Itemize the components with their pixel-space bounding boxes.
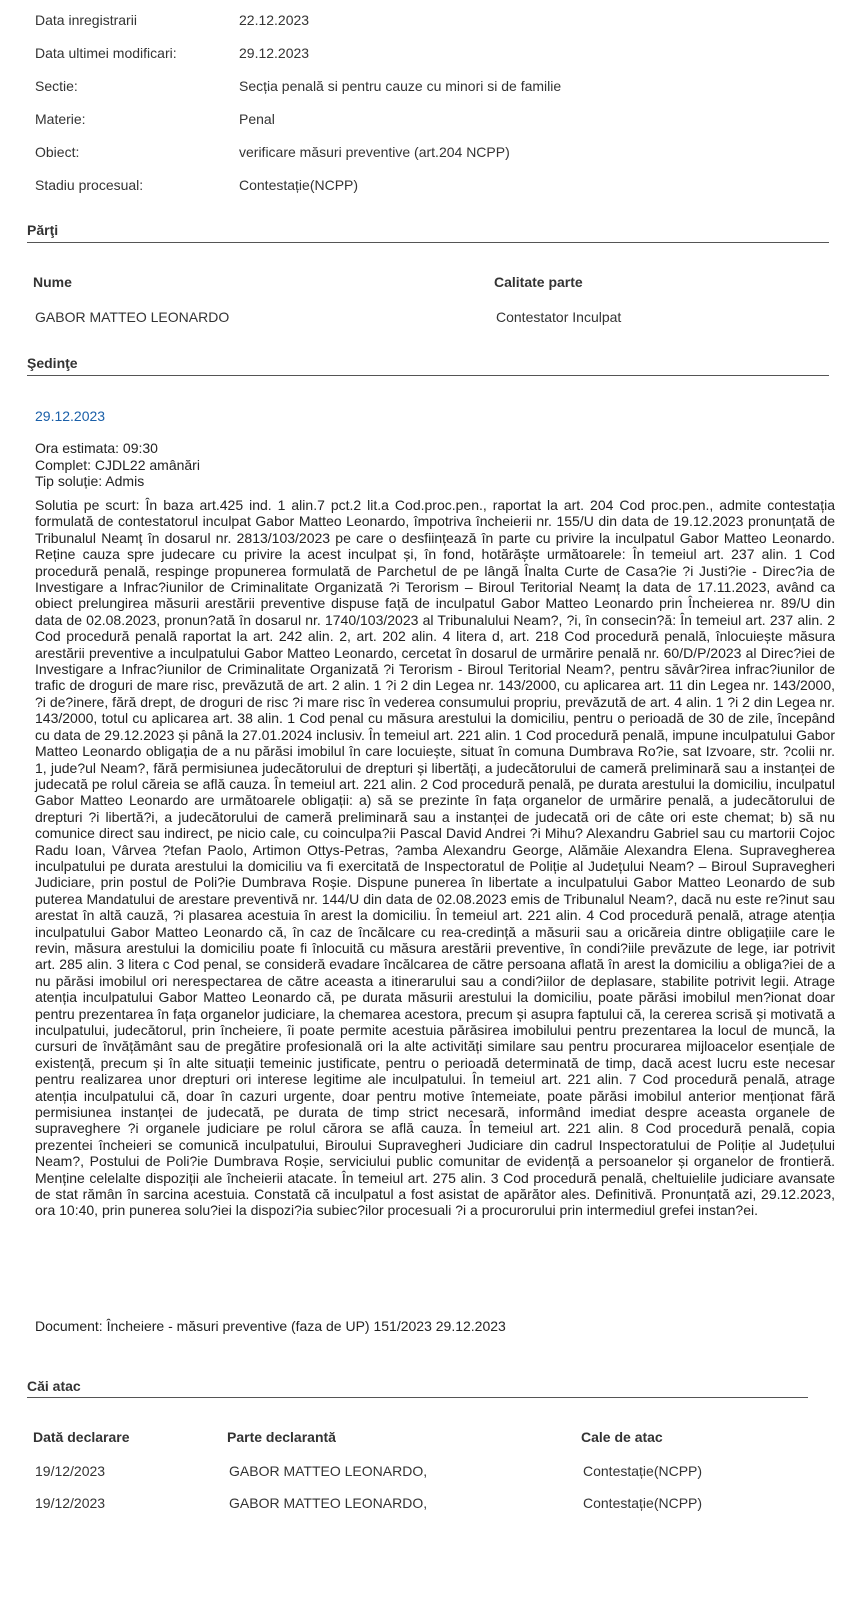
section-divider xyxy=(27,1397,808,1398)
session-solution-summary: Solutia pe scurt: În baza art.425 ind. 1 alin.7 pct.2 lit.a Cod.proc.pen., raportat la art. 204 Cod proc.pen., admite contestația formulată de contestatorul inculpat Gabor Matteo Leonardo, împotriva încheierii nr. 155/U din data de 19.12.2023 pronunțată de Tribunalul Neamț în dosarul nr. 2813/103/2023 pe care o desființează în parte cu privire la inculpatul Gabor Matteo Leonardo. Reține cauza spre judecare cu privire la acest inculpat și, în fond, hotărăște următoarele: În temeiul art. 237 alin. 1 Cod procedură penală, respinge propunerea formulată de Parchetul de pe lângă Înalta Curte de Casa?ie ?i Justi?ie - Direc?ia de Investigare a Infrac?iunilor de Criminalitate Organizată ?i Terorism – Biroul Teritorial Neamț la data de 17.11.2023, având ca obiect prelungirea măsurii arestării preventive dispuse față de inculpatul Gabor Matteo Leonardo prin Încheierea nr. 89/U din data de 02.08.2023, pronun?ată în dosarul nr. 1740/103/2023 al Tribunalului Neam?, ?i, în consecin?ă: În temeiul art. 237 alin. 2 Cod procedură penală raportat la art. 242 alin. 2, art. 202 alin. 4 litera d, art. 218 Cod procedură penală, înlocuiește măsura arestării preventive a inculpatului Gabor Matteo Leonardo, cercetat în dosarul de urmărire penală nr. 60/D/P/2023 al Direc?iei de Investigare a Infrac?iunilor de Criminalitate Organizată ?i Terorism - Biroul Teritorial Neam?, pentru săvâr?irea infrac?iunilor de trafic de droguri de mare risc, prevăzută de art. 2 alin. 1 ?i 2 din Legea nr. 143/2000, cu aplicarea art. 11 din Legea nr. 143/2000, ?i de?inere, fără drept, de droguri de risc ?i mare risc în vederea consumului propriu, prevăzută de art. 4 alin. 1 ?i 2 din Legea nr. 143/2000, totul cu aplicarea art. 38 alin. 1 Cod penal cu măsura arestului la domiciliu, pentru o perioadă de 30 de zile, începând cu data de 29.12.2023 și până la 27.01.2024 inclusiv. În temeiul art. 221 alin. 1 Cod procedură penală, impune inculpatului Gabor Matteo Leonardo obligația de a nu părăsi imobilul în care locuiește, situat în comuna Dumbrava Ro?ie, sat Izvoare, str. ?colii nr. 1, jude?ul Neam?, fără permisiunea judecătorului de drepturi și libertăți, a judecătorului de cameră preliminară sau a instanței de judecată pe rolul căreia se află cauza. În temeiul art. 221 alin. 2 Cod procedură penală, pe durata arestului la domiciliu, inculpatul Gabor Matteo Leonardo are următoarele obligații: a) să se prezinte în fața organelor de urmărire penală, a judecătorului de drepturi ?i libertă?i, a judecătorului de cameră preliminară sau a instanței de judecată ori de câte ori este chemat; b) să nu comunice direct sau indirect, pe nicio cale, cu coinculpa?ii Pascal David Andrei ?i Mihu? Alexandru Gabriel sau cu martorii Cojoc Radu Ioan, Vârvea ?tefan Paolo, Artimon Ottys-Petras, ?amba Alexandru George, Alămăie Alexandra Elena. Supravegherea inculpatului pe durata arestului la domiciliu va fi exercitată de Inspectoratul de Poliție al Județului Neam? – Biroul Supravegheri Judiciare, prin postul de Poli?ie Dumbrava Roșie. Dispune punerea în libertate a inculpatului Gabor Matteo Leonardo de sub puterea Mandatului de arestare preventivă nr. 144/U din data de 02.08.2023 emis de Tribunalul Neam?, dacă nu este re?inut sau arestat în altă cauză, ?i plasarea acestuia în arest la domiciliu. În temeiul art. 221 alin. 4 Cod procedură penală, atrage atenția inculpatului Gabor Matteo Leonardo că, în caz de încălcare cu rea-credință a măsurii sau a oricăreia dintre obligațiile care le revin, măsura arestului la domiciliu poate fi înlocuită cu măsura arestării preventive, în condi?iile prevăzute de lege, iar potrivit art. 285 alin. 3 litera c Cod penal, se consideră evadare încălcarea de către persoana aflată în arest la domiciliu a obliga?iei de a nu părăsi imobilul ori nerespectarea de către aceasta a itinerarului sau a condi?iilor de deplasare, stabilite potrivit legii. Atrage atenția inculpatului Gabor Matteo Leonardo că, pe durata măsurii arestului la domiciliu, poate părăsi imobilul men?ionat doar pentru prezentarea în fața organelor judiciare, la chemarea acestora, precum și asupra faptului că, la cererea scrisă și motivată a inculpatului, judecătorul, prin încheiere, îi poate permite acestuia părăsirea imobilului pentru prezentarea la locul de muncă, la cursuri de învățământ sau de pregătire profesională ori la alte activități similare sau pentru procurarea mijloacelor esențiale de existență, precum și în alte situații temeinic justificate, pentru o perioadă determinată de timp, dacă acest lucru este necesar pentru realizarea unor drepturi ori interese legitime ale inculpatului. În temeiul art. 221 alin. 7 Cod procedură penală, atrage atenția inculpatului că, doar în cazuri urgente, doar pentru motive întemeiate, poate părăsi imobilul anterior menționat fără permisiunea instanței de judecată, pe durata de timp strict necesară, informând imediat despre aceasta organele de supraveghere ?i organele judiciare pe rolul cărora se află cauza. În temeiul art. 221 alin. 8 Cod procedură penală, copia prezentei încheieri se comunică inculpatului, Biroului Supravegheri Judiciare din cadrul Inspectoratului de Poliție al Județului Neam?, Postului de Poli?ie Dumbrava Roșie, serviciului public comunitar de evidență a persoanelor și organelor de frontieră. Menține celelalte dispoziții ale încheierii atacate. În temeiul art. 275 alin. 3 Cod procedură penală, cheltuielile judiciare avansate de stat rămân în sarcina acestuia. Constată că inculpatul a fost asistat de apărător ales. Definitivă. Pronunțată azi, 29.12.2023, ora 10:40, prin punerea solu?iei la dispozi?ia subiec?ilor procesuali ?i a procurorului prin intermediul grefei instan?ei. xyxy=(35,497,835,1219)
appeal-date: 19/12/2023 xyxy=(35,1495,106,1511)
session-estimated-time: Ora estimata: 09:30 xyxy=(35,440,158,456)
column-header-party-role: Calitate parte xyxy=(494,274,583,290)
column-header-declaring-party: Parte declarantă xyxy=(227,1429,336,1445)
info-label: Obiect: xyxy=(35,144,80,160)
info-label: Data ultimei modificari: xyxy=(35,45,177,61)
session-solution-type: Tip soluție: Admis xyxy=(35,473,145,489)
info-label: Data inregistrarii xyxy=(35,12,137,28)
appeal-type: Contestație(NCPP) xyxy=(583,1495,703,1511)
section-title-parti: Părţi xyxy=(27,222,59,238)
section-divider xyxy=(27,242,829,243)
info-value: Contestație(NCPP) xyxy=(239,177,359,193)
session-date-link[interactable]: 29.12.2023 xyxy=(35,408,106,424)
appeal-party: GABOR MATTEO LEONARDO, xyxy=(229,1463,428,1479)
appeal-type: Contestație(NCPP) xyxy=(583,1463,703,1479)
info-value: Secția penală si pentru cauze cu minori si de familie xyxy=(239,78,562,94)
column-header-name: Nume xyxy=(33,274,72,290)
section-title-sedinte: Şedinţe xyxy=(27,355,78,371)
info-value: 22.12.2023 xyxy=(239,12,310,28)
column-header-appeal-type: Cale de atac xyxy=(581,1429,663,1445)
session-details xyxy=(35,440,835,490)
info-value: verificare măsuri preventive (art.204 NCPP) xyxy=(239,144,510,160)
section-title-cai-atac: Căi atac xyxy=(27,1378,81,1394)
appeal-date: 19/12/2023 xyxy=(35,1463,106,1479)
info-label: Materie: xyxy=(35,111,86,127)
party-name: GABOR MATTEO LEONARDO xyxy=(35,309,230,325)
session-document: Document: Încheiere - măsuri preventive (faza de UP) 151/2023 29.12.2023 xyxy=(35,1318,506,1334)
info-label: Sectie: xyxy=(35,78,78,94)
info-label: Stadiu procesual: xyxy=(35,177,144,193)
section-divider xyxy=(27,375,829,376)
session-panel: Complet: CJDL22 amânări xyxy=(35,456,200,473)
party-role: Contestator Inculpat xyxy=(496,309,622,325)
info-value: 29.12.2023 xyxy=(239,45,310,61)
column-header-declaration-date: Dată declarare xyxy=(33,1429,130,1445)
appeal-party: GABOR MATTEO LEONARDO, xyxy=(229,1495,428,1511)
info-value: Penal xyxy=(239,111,275,127)
